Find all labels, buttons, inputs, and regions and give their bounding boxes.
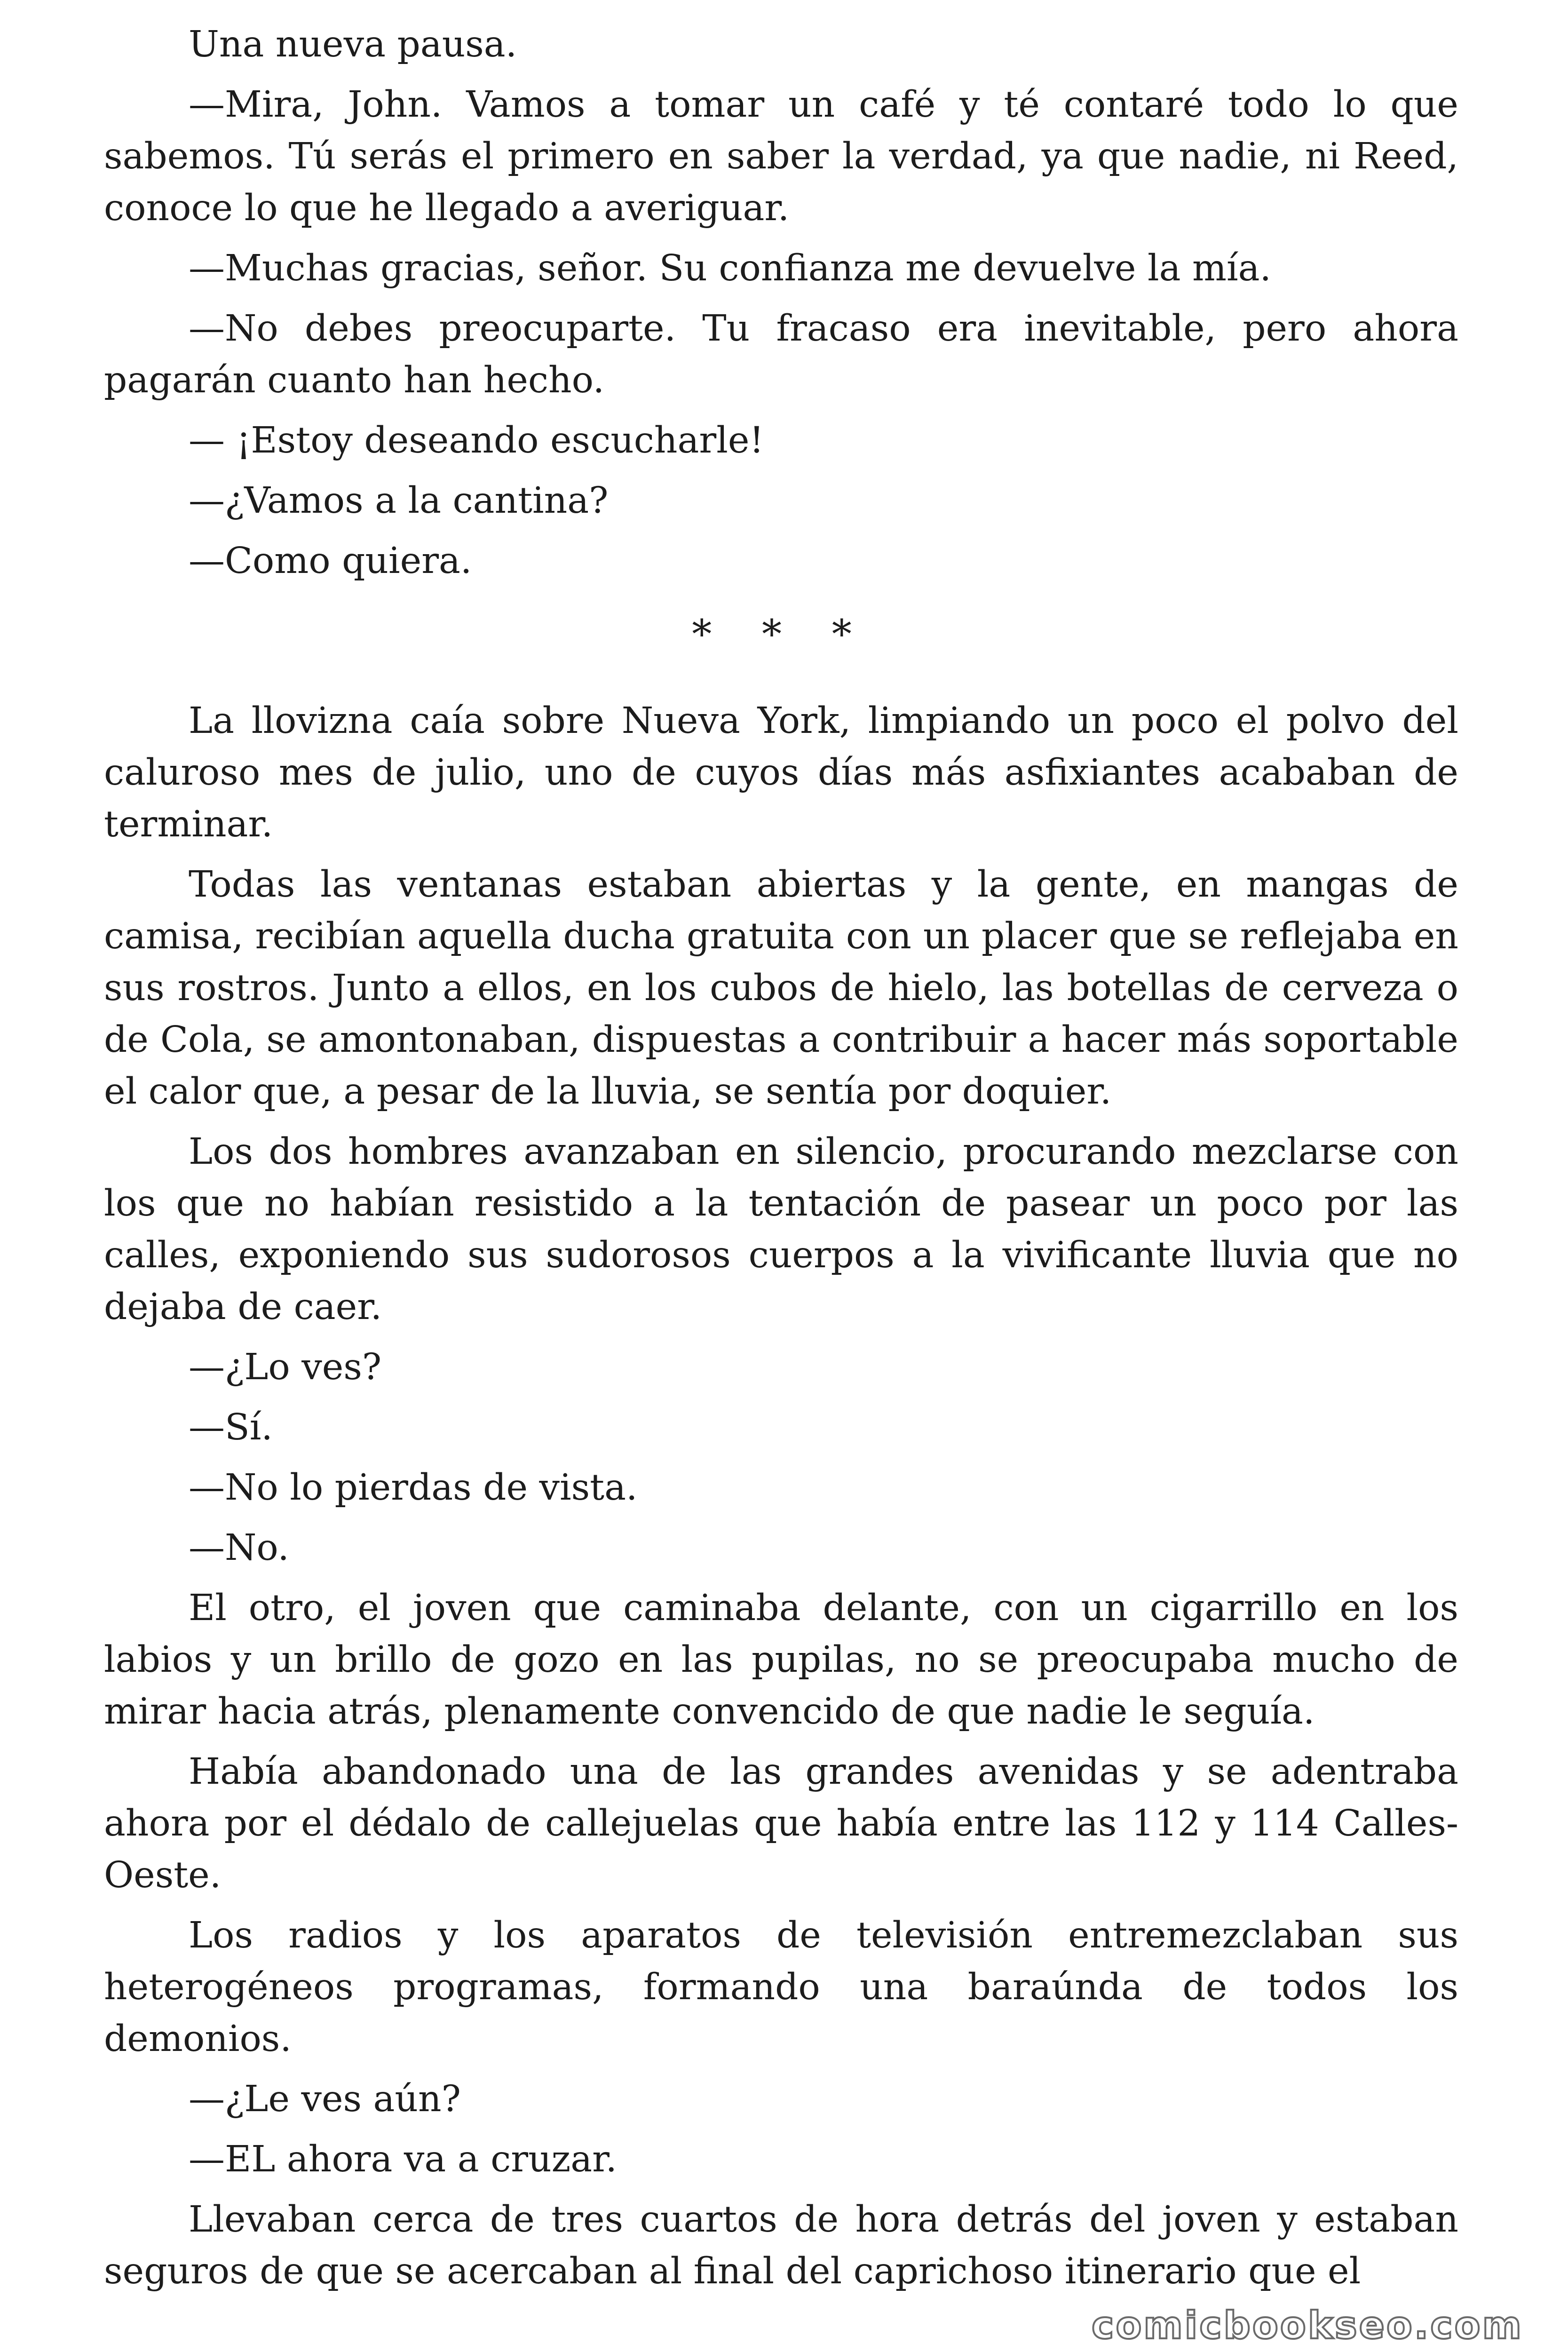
paragraph: La llovizna caía sobre Nueva York, limpiando un poco el polvo del caluroso mes de julio, uno de cuyos días más asfixiantes acababan de terminar. xyxy=(104,700,1458,845)
paragraph: —No. xyxy=(189,1527,289,1569)
paragraph: Todas las ventanas estaban abiertas y la gente, en mangas de camisa, recibían aquella ducha gratuita con un placer que se reflejaba en sus rostros. Junto a ellos, en los cubos de hielo, las botellas de cerveza o de Cola, se amontonaban, dispuestas a contribuir a hacer más soportable el calor que, a pesar de la lluvia, se sentía por doquier. xyxy=(104,864,1458,1112)
paragraph: El otro, el joven que caminaba delante, con un cigarrillo en los labios y un brillo de gozo en las pupilas, no se preocupaba mucho de mirar hacia atrás, plenamente convencido de que nadie le seguía. xyxy=(104,1587,1458,1732)
paragraph: —No lo pierdas de vista. xyxy=(189,1467,638,1509)
paragraph: Una nueva pausa. xyxy=(189,24,517,65)
paragraph: Llevaban cerca de tres cuartos de hora detrás del joven y estaban seguros de que se acercaban al final del caprichoso itinerario que el xyxy=(104,2199,1458,2292)
book-page xyxy=(104,19,1458,2306)
watermark: comicbookseo.com xyxy=(1092,2304,1523,2347)
paragraph: —¿Vamos a la cantina? xyxy=(189,480,609,522)
paragraph: —Sí. xyxy=(189,1406,273,1448)
paragraph: —Muchas gracias, señor. Su confianza me devuelve la mía. xyxy=(189,247,1271,289)
paragraph: —¿Le ves aún? xyxy=(189,2078,461,2120)
paragraph: —No debes preocuparte. Tu fracaso era inevitable, pero ahora pagarán cuanto han hecho. xyxy=(104,308,1458,401)
paragraph: — ¡Estoy deseando escucharle! xyxy=(189,420,764,461)
paragraph: Los radios y los aparatos de televisión entremezclaban sus heterogéneos programas, formando una baraúnda de todos los demonios. xyxy=(104,1915,1458,2060)
text-block-after-break xyxy=(104,695,1458,2297)
paragraph: Los dos hombres avanzaban en silencio, procurando mezclarse con los que no habían resistido a la tentación de pasear un poco por las calles, exponiendo sus sudorosos cuerpos a la vivificante lluvia que no dejaba de caer. xyxy=(104,1131,1458,1328)
paragraph: Había abandonado una de las grandes avenidas y se adentraba ahora por el dédalo de callejuelas que había entre las 112 y 114 Calles-Oeste. xyxy=(104,1751,1458,1896)
paragraph: —Como quiera. xyxy=(189,540,472,582)
paragraph: —EL ahora va a cruzar. xyxy=(189,2138,617,2180)
text-block-before-break xyxy=(104,19,1458,587)
paragraph: —¿Lo ves? xyxy=(189,1346,382,1388)
scene-break: * * * xyxy=(692,611,871,657)
paragraph: —Mira, John. Vamos a tomar un café y té contaré todo lo que sabemos. Tú serás el primero en saber la verdad, ya que nadie, ni Reed, conoce lo que he llegado a averiguar. xyxy=(104,84,1458,229)
